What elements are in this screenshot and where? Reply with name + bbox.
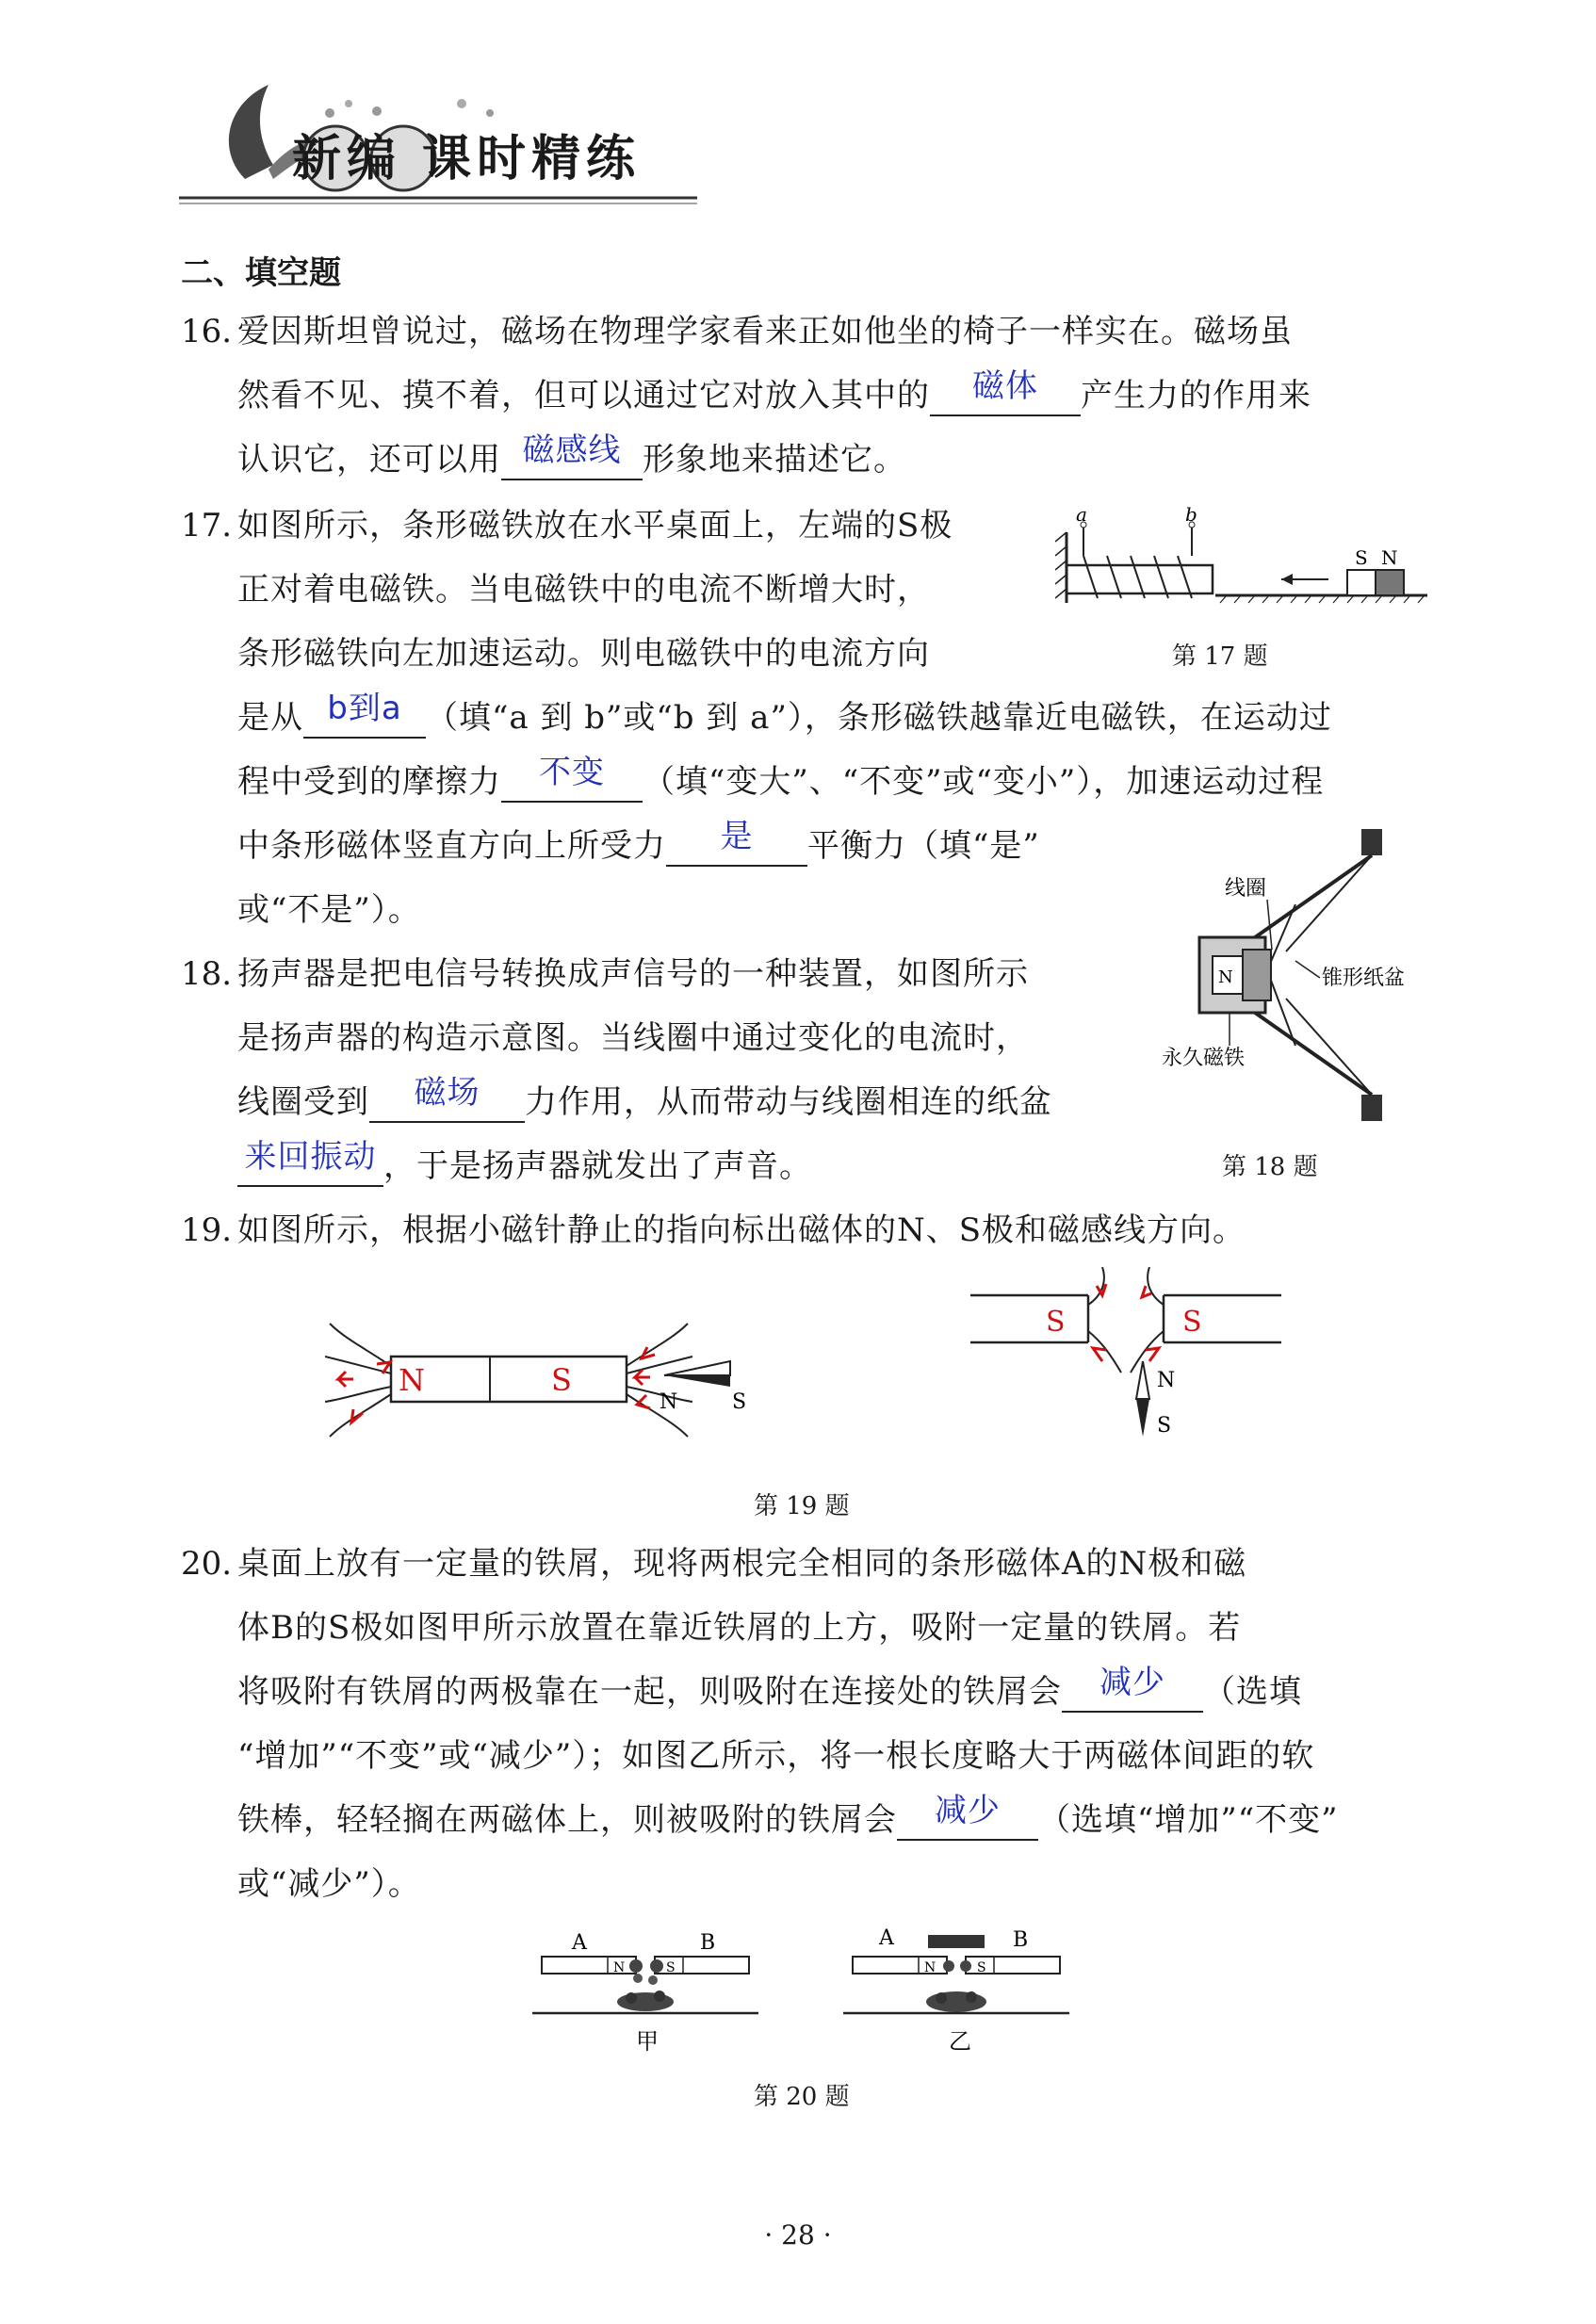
q17-answer1: b到a <box>327 690 402 727</box>
q18-label-magnet: 永久磁铁 <box>1162 1047 1246 1070</box>
q20-blank1[interactable] <box>1062 1664 1203 1713</box>
q16-line2: 然看不见、摸不着，但可以通过它对放入其中的 磁体 产生力的作用来 <box>237 367 1311 414</box>
section-title: 二、填空题 <box>181 254 341 292</box>
q20-line5: 铁棒，轻轻搁在两磁体上，则被吸附的铁屑会 减少 （选填“增加”“不变” <box>237 1792 1339 1839</box>
page-number: · 28 · <box>764 2219 832 2251</box>
q17-line1: 如图所示，条形磁铁放在水平桌面上，左端的S极 <box>237 507 953 544</box>
q18-answer1: 磁场 <box>414 1074 480 1112</box>
q20-line3: 将吸附有铁屑的两极靠在一起，则吸附在连接处的铁屑会 减少 （选填 <box>237 1664 1302 1711</box>
q17-line4: 是从 b到a （填“a 到 b”或“b 到 a”），条形磁铁越靠近电磁铁，在运动过 <box>237 690 1332 737</box>
q19-line1: 如图所示，根据小磁针静止的指向标出磁体的N、S极和磁感线方向。 <box>237 1211 1246 1249</box>
q20-label-yi: 乙 <box>949 2028 971 2055</box>
q17-label-b: b <box>1185 504 1197 526</box>
q20-yi-label-b: B <box>1013 1928 1029 1952</box>
q17-line6: 中条形磁体竖直方向上所受力 是 平衡力（填“是” <box>237 818 1040 865</box>
q20-blank2[interactable] <box>897 1792 1038 1841</box>
q18-line3: 线圈受到 磁场 力作用，从而带动与线圈相连的纸盆 <box>237 1074 1052 1121</box>
q19-caption: 第 19 题 <box>754 1492 850 1520</box>
q18-number: 18. <box>181 955 233 993</box>
butterfly-icon <box>229 85 273 179</box>
q16-blank1[interactable] <box>930 367 1081 416</box>
q17-number: 17. <box>181 507 233 544</box>
q17-blank3[interactable] <box>666 818 807 867</box>
q17-label-s: S <box>1355 546 1368 569</box>
q16-answer2: 磁感线 <box>522 431 622 469</box>
q20-figure-yi <box>843 1922 1069 2058</box>
q20-yi-n: N <box>924 1960 936 1975</box>
q19-magnet2-s1: S <box>1046 1306 1066 1339</box>
q17-caption: 第 17 题 <box>1172 642 1268 671</box>
q18-label-coil: 线圈 <box>1225 877 1267 901</box>
q17-blank2[interactable] <box>501 754 643 803</box>
q20-caption: 第 20 题 <box>754 2083 850 2111</box>
q19-needle1-s: S <box>732 1390 747 1414</box>
q19-magnet2-s2: S <box>1182 1306 1202 1339</box>
q19-magnet-n: N <box>399 1362 425 1398</box>
q18-label-n: N <box>1218 967 1233 987</box>
q17-answer2: 不变 <box>539 754 605 791</box>
q17-line2: 正对着电磁铁。当电磁铁中的电流不断增大时， <box>237 571 930 609</box>
q17-blank1[interactable] <box>303 690 426 739</box>
q20-jia-label-a: A <box>572 1931 587 1955</box>
q20-answer1: 减少 <box>1099 1664 1165 1701</box>
q17-label-a: a <box>1076 504 1087 526</box>
q19-left-figure <box>325 1309 758 1451</box>
q16-line1: 爱因斯坦曾说过，磁场在物理学家看来正如他坐的椅子一样实在。磁场虽 <box>237 313 1293 350</box>
q19-needle2-n: N <box>1157 1369 1176 1392</box>
q20-line2: 体B的S极如图甲所示放置在靠近铁屑的上方，吸附一定量的铁屑。若 <box>237 1609 1242 1647</box>
q19-right-figure <box>970 1267 1281 1446</box>
q20-jia-n: N <box>613 1960 626 1975</box>
q18-line1: 扬声器是把电信号转换成声信号的一种装置，如图所示 <box>237 955 1029 993</box>
q18-blank1[interactable] <box>369 1074 525 1123</box>
q17-line7: 或“不是”）。 <box>237 891 421 929</box>
q20-label-jia: 甲 <box>636 2028 659 2055</box>
q17-figure <box>1055 504 1432 608</box>
q16-blank2[interactable] <box>501 431 643 480</box>
q19-number: 19. <box>181 1211 233 1249</box>
q20-figure-jia <box>532 1926 758 2058</box>
header-title: 新编 课时精练 <box>292 131 642 187</box>
q17-label-n: N <box>1381 546 1398 569</box>
q16-line3: 认识它，还可以用 磁感线 形象地来描述它。 <box>237 431 906 479</box>
q20-yi-label-a: A <box>879 1926 894 1950</box>
q20-number: 20. <box>181 1545 233 1583</box>
q18-caption: 第 18 题 <box>1222 1153 1318 1181</box>
q19-needle1-n: N <box>660 1390 678 1414</box>
q18-label-cone: 锥形纸盆 <box>1322 967 1406 990</box>
q16-answer1: 磁体 <box>972 367 1038 405</box>
q17-line3: 条形磁铁向左加速运动。则电磁铁中的电流方向 <box>237 635 930 673</box>
q20-line1: 桌面上放有一定量的铁屑，现将两根完全相同的条形磁体A的N极和磁 <box>237 1545 1247 1583</box>
q17-line5: 程中受到的摩擦力 不变 （填“变大”、“不变”或“变小”），加速运动过程 <box>237 754 1325 801</box>
q18-speaker-figure <box>1154 829 1437 1121</box>
q20-line6: 或“减少”）。 <box>237 1865 421 1903</box>
q18-blank2[interactable] <box>237 1138 383 1187</box>
q20-answer2: 减少 <box>935 1792 1001 1829</box>
q17-answer3: 是 <box>720 818 754 855</box>
q19-magnet-s: S <box>551 1362 572 1398</box>
q18-line4: 来回振动 ，于是扬声器就发出了声音。 <box>237 1147 812 1187</box>
q16-number: 16. <box>181 313 233 350</box>
q20-line4: “增加”“不变”或“减少”）；如图乙所示，将一根长度略大于两磁体间距的软 <box>237 1737 1315 1775</box>
q18-answer2: 来回振动 <box>244 1138 377 1176</box>
q20-yi-s: S <box>977 1960 986 1975</box>
q18-line2: 是扬声器的构造示意图。当线圈中通过变化的电流时， <box>237 1019 1029 1057</box>
q20-jia-label-b: B <box>700 1931 716 1955</box>
q20-jia-s: S <box>666 1960 676 1975</box>
q19-needle2-s: S <box>1157 1414 1172 1438</box>
